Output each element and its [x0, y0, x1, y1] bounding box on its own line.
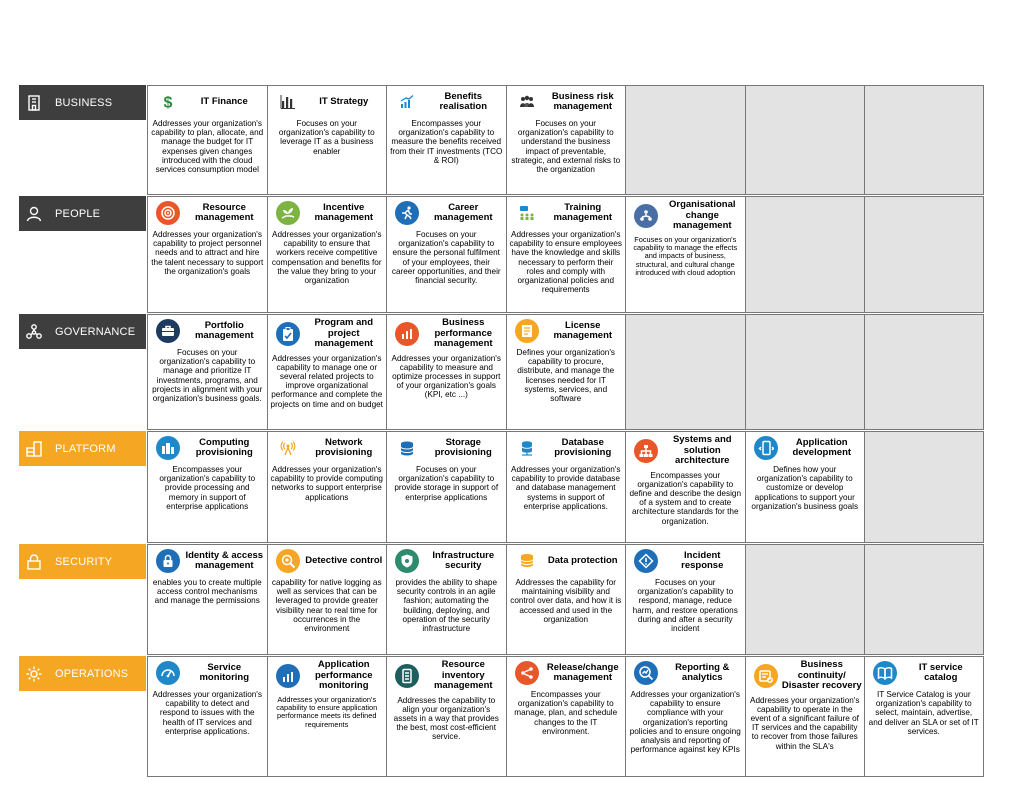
inventory-icon	[395, 664, 419, 688]
empty-cell	[864, 314, 984, 430]
card-title: Program and project management	[314, 317, 374, 349]
card-title: Identity & access management	[185, 549, 264, 571]
row-cells	[147, 314, 984, 430]
capability-card	[506, 196, 626, 313]
card-title: Resource management	[194, 201, 254, 223]
capability-card	[267, 85, 387, 195]
row-cells	[147, 431, 984, 543]
card-header	[389, 548, 504, 574]
row-label	[19, 544, 146, 579]
gauge-icon	[395, 322, 419, 346]
runner-icon	[395, 201, 419, 225]
capability-card	[267, 314, 387, 430]
bar-chart-icon	[276, 90, 300, 114]
people-risk-icon	[515, 90, 539, 114]
capability-card	[625, 431, 745, 543]
card-header	[509, 435, 624, 461]
analytics-icon	[634, 661, 658, 685]
card-header	[389, 660, 504, 692]
card-title: Business performance management	[433, 317, 493, 349]
card-header	[270, 660, 385, 692]
card-description: Addresses your organization's capability to ensure application performance meets its defined requirements	[276, 694, 378, 729]
card-title: Release/change management	[546, 661, 619, 683]
capability-card	[506, 656, 626, 777]
card-header	[509, 548, 624, 574]
card-description: Addresses your organization's capability to provide database and database management systems in support of enterprise applications.	[511, 465, 621, 511]
empty-cell	[864, 544, 984, 655]
card-header	[270, 435, 385, 461]
card-title: IT Strategy	[319, 95, 369, 107]
card-description: Addresses your organization's capability to ensure employees have the knowledge and skills necessary to perform their roles and comply with organizational policies and requirements	[509, 230, 622, 295]
card-header	[150, 318, 265, 344]
card-title: Portfolio management	[194, 319, 254, 341]
card-title: Incentive management	[314, 201, 374, 223]
card-title: Storage provisioning	[434, 436, 492, 458]
database-icon	[515, 436, 539, 460]
card-description: Encompasses your organization's capability to provide processing and memory in support of enterprise applications	[159, 465, 256, 511]
book-icon	[873, 661, 897, 685]
capability-card	[267, 656, 387, 777]
card-header	[150, 660, 265, 686]
db-lock-icon	[515, 549, 539, 573]
empty-cell	[745, 314, 865, 430]
card-header	[748, 660, 863, 692]
card-header	[389, 318, 504, 350]
capability-card	[267, 196, 387, 313]
capability-card	[386, 431, 506, 543]
card-title: Reporting & analytics	[675, 661, 730, 683]
capability-card	[147, 431, 267, 543]
card-description: Addresses your organization's capability to detect and respond to issues with the health of IT services and enterprise applications.	[152, 690, 262, 736]
card-title: Detective control	[305, 554, 383, 566]
empty-cell	[625, 85, 745, 195]
row-label	[19, 656, 146, 691]
building-icon	[19, 85, 49, 120]
document-icon	[515, 319, 539, 343]
capability-card	[147, 314, 267, 430]
row-label	[19, 314, 146, 349]
capability-card	[386, 544, 506, 655]
capability-card	[506, 431, 626, 543]
cog-icon	[19, 656, 49, 691]
svg-text:$: $	[163, 94, 173, 110]
shield-icon	[395, 549, 419, 573]
recovery-icon	[754, 664, 778, 688]
card-title: IT Finance	[200, 95, 248, 107]
capability-card	[267, 544, 387, 655]
row-business	[0, 85, 1024, 195]
card-description: Focuses on your organization's capability to manage and prioritize IT investments, programs, and projects in alignment with your organization's business goals.	[152, 348, 263, 404]
card-title: Business risk management	[551, 90, 614, 112]
capability-card	[386, 656, 506, 777]
row-platform	[0, 431, 1024, 543]
card-header	[270, 89, 385, 115]
platform-icon	[19, 431, 49, 466]
briefcase-icon	[156, 319, 180, 343]
hierarchy-icon	[634, 439, 658, 463]
dollar-icon	[156, 90, 180, 114]
card-header	[270, 200, 385, 226]
target-icon	[156, 201, 180, 225]
row-label-text: BUSINESS	[55, 96, 113, 109]
capability-card	[864, 656, 984, 777]
capability-card	[506, 544, 626, 655]
empty-cell	[745, 85, 865, 195]
row-label-text: SECURITY	[55, 555, 113, 568]
person-icon	[19, 196, 49, 231]
card-header	[628, 660, 743, 686]
capability-card	[625, 656, 745, 777]
card-header	[389, 200, 504, 226]
card-description: Addresses your organization's capability to provide computing networks to support enterprise applications	[270, 465, 383, 502]
server-city-icon	[156, 436, 180, 460]
storage-icon	[395, 436, 419, 460]
capability-card	[745, 431, 865, 543]
org-change-icon	[634, 204, 658, 228]
card-description: IT Service Catalog is your organization's capability to select, maintain, advertise, and deliver an SLA or set of IT services.	[868, 690, 979, 736]
row-label-text: GOVERNANCE	[55, 325, 136, 338]
card-description: provides the ability to shape security controls in an agile fashion; automating the building, deploying, and operation of the security infrastructure	[395, 578, 497, 634]
card-description: Addresses your organization's capability to operate in the event of a significant failure of IT services and the capability to recover from those failures within the SLA's	[750, 695, 860, 751]
alert-diamond-icon	[634, 549, 658, 573]
hand-plant-icon	[276, 201, 300, 225]
card-title: Data protection	[547, 554, 618, 566]
capability-card	[147, 196, 267, 313]
card-title: License management	[553, 319, 613, 341]
card-title: Resource inventory management	[433, 659, 493, 691]
card-description: Addresses your organization's capability to project personnel needs and to attract and hire the talent necessary to support the organization's goals	[151, 230, 264, 276]
card-title: Database provisioning	[554, 436, 612, 458]
card-header	[628, 200, 743, 232]
card-description: Addresses your organization's capability to ensure that workers receive competitive compensation and benefits for the value they bring to your organization	[271, 230, 382, 286]
card-description: enables you to create multiple access control mechanisms and manage the permissions	[152, 578, 262, 606]
row-people	[0, 196, 1024, 313]
growth-chart-icon	[395, 90, 419, 114]
capability-card	[386, 314, 506, 430]
row-cells	[147, 656, 984, 777]
capability-card	[506, 85, 626, 195]
card-description: Addresses the capability for maintaining visibility and control over data, and how it is accessed and used in the organization	[510, 578, 622, 624]
row-security	[0, 544, 1024, 655]
empty-cell	[625, 314, 745, 430]
clipboard-icon	[276, 322, 300, 346]
row-governance	[0, 314, 1024, 430]
card-title: Career management	[433, 201, 493, 223]
card-title: Network provisioning	[315, 436, 373, 458]
card-description: Focuses on your organization's capability to ensure the personal fulfilment of your employees, their career opportunities, and their financial security.	[391, 230, 501, 286]
capability-card	[745, 656, 865, 777]
capability-card	[147, 85, 267, 195]
empty-cell	[745, 544, 865, 655]
card-description: capability for native logging as well as services that can be leveraged to provide greater visibility near to real time for occurrences in the environment	[271, 578, 382, 634]
card-title: Organisational change management	[668, 199, 736, 231]
card-title: Benefits realisation	[439, 90, 488, 112]
card-title: Incident response	[681, 549, 724, 571]
capability-card	[267, 431, 387, 543]
card-header	[509, 200, 624, 226]
row-cells	[147, 544, 984, 655]
card-header	[150, 200, 265, 226]
card-header	[867, 660, 981, 686]
app-perf-icon	[276, 664, 300, 688]
row-label-text: OPERATIONS	[55, 667, 129, 680]
capability-card	[625, 544, 745, 655]
padlock-icon	[156, 549, 180, 573]
capability-card	[386, 196, 506, 313]
magnifier-icon	[276, 549, 300, 573]
card-title: Application performance monitoring	[314, 659, 373, 691]
card-title: Business continuity/ Disaster recovery	[781, 659, 862, 691]
card-title: Infrastructure security	[432, 549, 495, 571]
card-description: Encompasses your organization's capability to define and describe the design of a system and to create architecture standards for the organization.	[629, 470, 742, 526]
card-title: IT service catalog	[918, 661, 963, 683]
card-title: Application development	[792, 436, 852, 458]
card-title: Systems and solution architecture	[672, 434, 732, 466]
card-title: Training management	[553, 201, 613, 223]
empty-cell	[864, 431, 984, 543]
row-label	[19, 196, 146, 231]
capability-card	[147, 544, 267, 655]
capability-card	[147, 656, 267, 777]
card-header	[150, 435, 265, 461]
row-cells	[147, 196, 984, 313]
card-header	[389, 89, 504, 115]
card-description: Focuses on your organization's capability to understand the business impact of preventable, strategic, and external risks to the organization	[511, 119, 621, 175]
card-header	[270, 318, 385, 350]
capability-card	[506, 314, 626, 430]
card-description: Defines how your organization's capability to customize or develop applications to support your organization's business goals	[751, 465, 859, 511]
card-description: Focuses on your organization's capability to respond, manage, reduce harm, and restore operations during and after a security incident	[632, 578, 738, 634]
card-description: Defines your organization's capability to procure, distribute, and manage the licenses needed for IT systems, services, and software	[516, 348, 615, 404]
row-label	[19, 431, 146, 466]
card-description: Addresses your organization's capability to plan, allocate, and manage the budget for IT expenses given changes introduced with the cloud services consumption model	[151, 119, 264, 175]
empty-cell	[864, 85, 984, 195]
card-header	[509, 318, 624, 344]
card-title: Computing provisioning	[195, 436, 253, 458]
release-icon	[515, 661, 539, 685]
mobile-dev-icon	[754, 436, 778, 460]
card-description: Focuses on your organization's capability to provide storage in support of enterprise applications	[394, 465, 499, 502]
row-cells	[147, 85, 984, 195]
card-description: Addresses your organization's capability to manage one or several related projects to improve organizational performance and complete the projects on time and on budget	[270, 353, 383, 409]
card-header	[509, 89, 624, 115]
empty-cell	[864, 196, 984, 313]
card-description: Addresses the capability to align your organization's assets in a way that provides the best, most cost-efficient service.	[393, 695, 499, 742]
speedometer-icon	[156, 661, 180, 685]
card-header	[150, 89, 265, 115]
card-title: Service monitoring	[199, 661, 250, 683]
card-header	[748, 435, 863, 461]
card-description: Encompasses your organization's capability to manage, plan, and schedule changes to the IT environment.	[514, 690, 618, 736]
row-label	[19, 85, 146, 120]
card-description: Focuses on your organization's capability to manage the effects and impacts of business, structural, and cultural change introduced with cloud adoption	[633, 234, 738, 278]
card-header	[509, 660, 624, 686]
row-label-text: PEOPLE	[55, 207, 101, 220]
card-description: Addresses your organization's capability to ensure compliance with your organization's reporting policies and to ensure ongoing analysis and reporting of performance against key KPIs	[629, 690, 741, 755]
empty-cell	[745, 196, 865, 313]
row-label-text: PLATFORM	[55, 442, 116, 455]
row-operations	[0, 656, 1024, 777]
network-icon	[19, 314, 49, 349]
card-description: Encompasses your organization's capability to measure the benefits received from their IT investments (TCO & ROI)	[390, 119, 503, 165]
capability-card	[386, 85, 506, 195]
card-description: Focuses on your organization's capability to leverage IT as a business enabler	[278, 119, 375, 156]
lock-icon	[19, 544, 49, 579]
card-header	[628, 548, 743, 574]
card-header	[150, 548, 265, 574]
training-icon	[515, 201, 539, 225]
card-header	[389, 435, 504, 461]
capability-card	[625, 196, 745, 313]
antenna-icon	[276, 436, 300, 460]
card-header	[628, 435, 743, 467]
card-description: Addresses your organization's capability to measure and optimize processes in support of your organization's goals (KPI, etc ...)	[391, 353, 501, 400]
card-header	[270, 548, 385, 574]
